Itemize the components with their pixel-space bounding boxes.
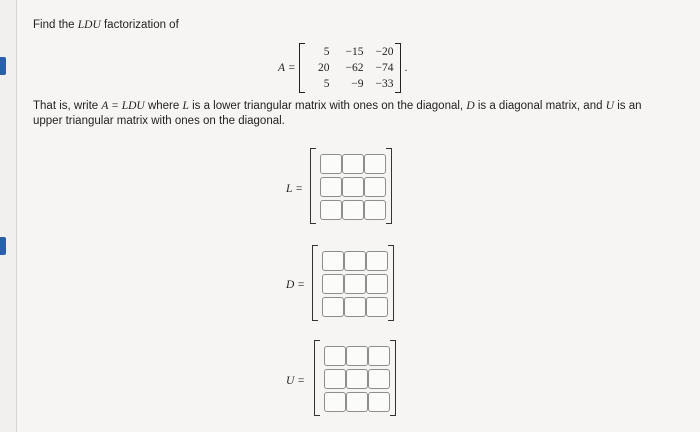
matrix-a-entries [305,45,395,92]
prompt-math: LDU [77,19,101,31]
prompt-suffix: factorization of [103,19,179,31]
prompt-text: Find the [33,19,75,31]
desc-text: That is, write [33,100,99,112]
d-cell-3-1[interactable] [322,297,344,317]
matrix-u-right-bracket [390,340,396,416]
matrix-d-right-bracket [388,245,394,321]
matrix-u-input [314,340,396,416]
desc-text: where [147,100,180,112]
matrix-a-cell: 20 [317,61,330,74]
u-cell-3-1[interactable] [324,392,346,412]
l-cell-3-2[interactable] [342,200,364,220]
matrix-a-period: . [404,62,408,74]
matrix-d-input [312,245,394,321]
desc-math: A = LDU [101,100,145,112]
d-cell-3-3[interactable] [366,297,388,317]
matrix-a-label: A = [278,62,296,74]
desc-math: L [182,100,189,112]
desc-math: U [605,100,614,112]
u-cell-3-2[interactable] [346,392,368,412]
matrix-l-right-bracket [386,148,392,224]
d-cell-2-2[interactable] [344,274,366,294]
u-cell-1-1[interactable] [324,346,346,366]
matrix-a-cell: −33 [375,77,394,90]
matrix-a-cell: 5 [323,77,330,90]
matrix-l-cells [316,154,386,219]
d-cell-3-2[interactable] [344,297,366,317]
l-cell-1-1[interactable] [320,154,342,174]
matrix-a [278,43,407,93]
matrix-a-cell: 5 [323,45,330,58]
u-cell-2-3[interactable] [368,369,390,389]
d-cell-2-1[interactable] [322,274,344,294]
l-cell-2-1[interactable] [320,177,342,197]
matrix-d-label: D = [286,279,305,291]
u-cell-1-3[interactable] [368,346,390,366]
l-cell-3-3[interactable] [364,200,386,220]
u-cell-2-1[interactable] [324,369,346,389]
matrix-u-label: U = [286,375,305,387]
matrix-u-cells [320,346,390,411]
matrix-a-cell: −20 [375,45,394,58]
d-cell-1-1[interactable] [322,251,344,271]
side-tab-lower [0,237,6,255]
matrix-a-cell: −62 [345,61,364,74]
side-tab-upper [0,57,6,75]
matrix-l-label: L = [286,183,303,195]
d-cell-2-3[interactable] [366,274,388,294]
matrix-a-cell: −74 [375,61,394,74]
desc-text: is a lower triangular matrix with ones on the diagonal, [192,100,464,112]
d-cell-1-2[interactable] [344,251,366,271]
matrix-a-cell: −15 [345,45,364,58]
u-cell-3-3[interactable] [368,392,390,412]
l-cell-2-2[interactable] [342,177,364,197]
l-cell-1-2[interactable] [342,154,364,174]
matrix-d-cells [318,251,388,316]
matrix-l-input [310,148,392,224]
matrix-a-cell: −9 [351,77,364,90]
matrix-a-right-bracket [395,43,401,93]
l-cell-2-3[interactable] [364,177,386,197]
question-prompt [33,19,179,31]
u-cell-1-2[interactable] [346,346,368,366]
l-cell-1-3[interactable] [364,154,386,174]
desc-text: is an upper triangular matrix with ones on the diagonal. [33,100,642,127]
u-cell-2-2[interactable] [346,369,368,389]
desc-text: is a diagonal matrix, and [477,100,603,112]
desc-math: D [466,100,475,112]
d-cell-1-3[interactable] [366,251,388,271]
question-description [33,99,653,129]
l-cell-3-1[interactable] [320,200,342,220]
